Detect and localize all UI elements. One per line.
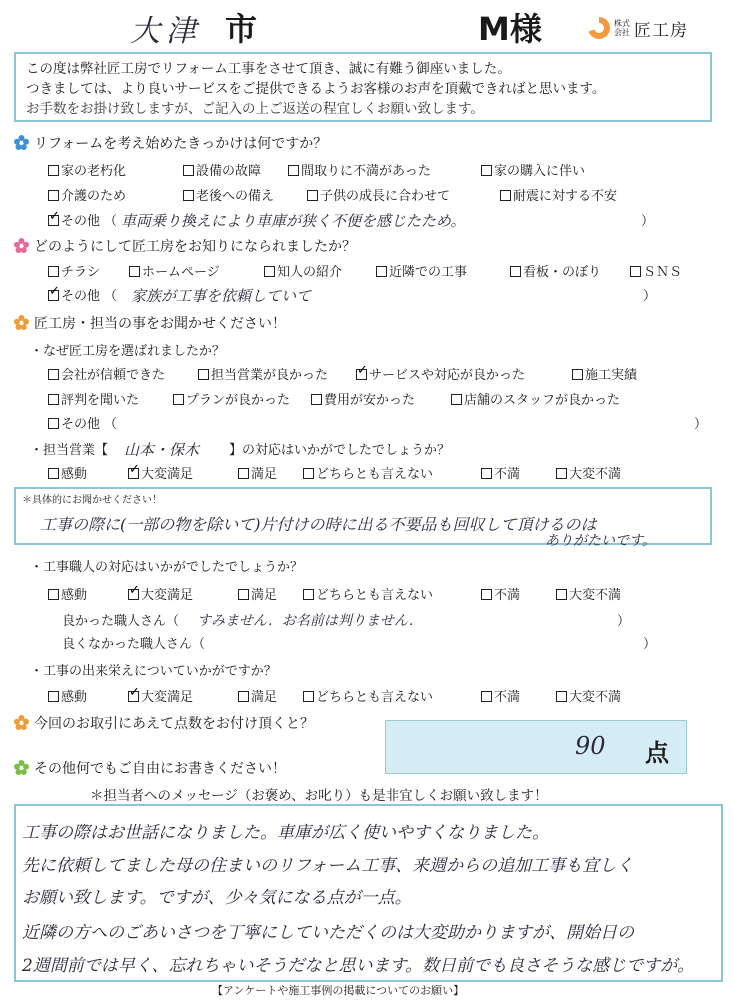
rating-option[interactable]: 不満 <box>481 463 556 482</box>
option[interactable]: 施工実績 <box>572 364 637 383</box>
q3-row2 <box>48 389 620 408</box>
rating-option[interactable]: 大変不満 <box>556 463 621 482</box>
checkbox[interactable] <box>48 468 59 479</box>
option[interactable]: 介護のため <box>48 185 183 204</box>
rating-option[interactable]: どちらとも言えない <box>303 463 481 482</box>
q2-other: ✓その他 （ 家族が工事を依頼していて ） <box>48 285 656 306</box>
checkbox[interactable] <box>48 691 59 702</box>
score-box <box>385 720 687 774</box>
customer-name: M様 <box>478 10 542 48</box>
option[interactable]: プランが良かった <box>173 389 311 408</box>
q1-row1 <box>48 160 585 179</box>
option[interactable]: チラシ <box>48 261 129 280</box>
checkbox[interactable] <box>303 468 314 479</box>
option[interactable]: 間取りに不満があった <box>288 160 481 179</box>
detail-line1: 工事の際に(一部の物を除いて)片付けの時に出る不要品も回収して頂けるのは <box>40 515 597 534</box>
checkbox[interactable] <box>48 165 59 176</box>
checkbox[interactable] <box>183 165 194 176</box>
checkbox-checked[interactable] <box>128 691 139 702</box>
q4-bad: 良くなかった職人さん（ ） <box>62 637 657 652</box>
score-unit: 点 <box>645 739 669 767</box>
checkbox[interactable] <box>183 190 194 201</box>
q7-subtitle: ＊担当者へのメッセージ（お褒め、お叱り）も是非宜しくお願い致します！ <box>90 788 548 804</box>
checkbox[interactable] <box>311 394 322 405</box>
option[interactable]: ホームページ <box>129 261 264 280</box>
option[interactable]: ✓ サービスや対応が良かった <box>356 364 572 383</box>
q2-other-text: 家族が工事を依頼していて <box>131 287 312 305</box>
rating-option[interactable]: ✓ 大変満足 <box>128 686 238 705</box>
q1-other: ✓その他 （ 車両乗り換えにより車庫が狭く不便を感じたため。 ） <box>48 210 654 231</box>
rating-option[interactable]: どちらとも言えない <box>303 584 481 603</box>
checkbox[interactable] <box>48 589 59 600</box>
flower-green-icon <box>14 760 29 775</box>
q3-sub2: ・担当営業【 山本・保木 】の対応はいかがでしたでしょうか？ <box>30 441 451 459</box>
message-line: 2週間前では早く、忘れちゃいそうだなと思います。数日前でも良さそうな感じですが。 <box>22 956 695 976</box>
detail-label: ＊具体的にお聞かせください！ <box>22 495 162 506</box>
checkbox[interactable] <box>303 589 314 600</box>
flower-blue-icon <box>14 135 29 150</box>
message-line: 工事の際はお世話になりました。車庫が広く使いやすくなりました。 <box>22 823 549 843</box>
rating-option[interactable]: 満足 <box>238 686 303 705</box>
message-line: 先に依頼してました母の住まいのリフォーム工事、来週からの追加工事も宜しく <box>22 856 634 876</box>
option[interactable]: 老後への備え <box>183 185 307 204</box>
checkbox[interactable] <box>303 691 314 702</box>
checkbox[interactable] <box>48 369 59 380</box>
q5-rating <box>48 686 621 705</box>
option[interactable]: 費用が安かった <box>311 389 451 408</box>
checkbox[interactable] <box>307 190 318 201</box>
rating-option[interactable]: 満足 <box>238 584 303 603</box>
checkbox-checked[interactable] <box>48 290 59 301</box>
rating-option[interactable]: 不満 <box>481 686 556 705</box>
rating-option[interactable]: 満足 <box>238 463 303 482</box>
q1-other-text: 車両乗り換えにより車庫が狭く不便を感じたため。 <box>121 212 466 230</box>
option[interactable]: ＳＮＳ <box>630 261 682 280</box>
q7-title: その他何でもご自由にお書きください！ <box>14 758 286 778</box>
option[interactable]: 子供の成長に合わせて <box>307 185 500 204</box>
checkbox-checked[interactable] <box>48 215 59 226</box>
option-other[interactable]: ✓その他 <box>48 285 100 306</box>
q1-title: リフォームを考え始めたきっかけは何ですか？ <box>14 133 327 153</box>
checkbox[interactable] <box>288 165 299 176</box>
checkbox[interactable] <box>481 165 492 176</box>
checkbox[interactable] <box>173 394 184 405</box>
q3-rating <box>48 463 621 482</box>
city-name: 大津 <box>130 14 202 49</box>
checkbox[interactable] <box>198 369 209 380</box>
checkbox[interactable] <box>451 394 462 405</box>
q4-rating <box>48 584 621 603</box>
q3-title: 匠工房・担当の事をお聞かせください！ <box>14 313 286 333</box>
rating-option[interactable]: ✓ 大変満足 <box>128 584 238 603</box>
option[interactable]: 評判を聞いた <box>48 389 173 408</box>
checkbox[interactable] <box>129 266 140 277</box>
option[interactable]: 会社が信頼できた <box>48 364 198 383</box>
checkbox[interactable] <box>481 691 492 702</box>
intro-line: つきましては、より良いサービスをご提供できるようお客様のお声を頂戴できればと思います。 <box>26 81 606 97</box>
option[interactable]: 家の購入に伴い <box>481 160 585 179</box>
rating-option[interactable]: 大変不満 <box>556 686 621 705</box>
checkbox-checked[interactable] <box>128 589 139 600</box>
option[interactable]: 店舗のスタッフが良かった <box>451 389 620 408</box>
message-line: 近隣の方へのごあいさつを丁寧にしていただくのは大変助かりますが、開始日の <box>22 923 634 943</box>
option[interactable]: 家の老朽化 <box>48 160 183 179</box>
intro-line: お手数をお掛け致しますが、ご記入の上ご返送の程宜しくお願い致します。 <box>26 101 484 117</box>
rating-option[interactable]: 大変不満 <box>556 584 621 603</box>
score-value: 90 <box>575 732 606 760</box>
intro-box <box>14 52 712 122</box>
option[interactable]: 担当営業が良かった <box>198 364 356 383</box>
rating-option[interactable]: どちらとも言えない <box>303 686 481 705</box>
checkbox[interactable] <box>238 589 249 600</box>
checkbox-checked[interactable] <box>356 369 367 380</box>
checkbox[interactable] <box>572 369 583 380</box>
q1-row2 <box>48 185 617 204</box>
rating-option[interactable]: ✓ 大変満足 <box>128 463 238 482</box>
option[interactable]: 近隣での工事 <box>376 261 510 280</box>
checkbox[interactable] <box>556 589 567 600</box>
q2-row1 <box>48 261 682 280</box>
checkbox[interactable] <box>264 266 275 277</box>
q5-title: ・工事の出来栄えについていかがですか？ <box>30 664 277 679</box>
checkbox[interactable] <box>630 266 641 277</box>
company-logo <box>588 12 723 44</box>
checkbox[interactable] <box>556 691 567 702</box>
checkbox[interactable] <box>500 190 511 201</box>
option-other[interactable]: その他 <box>48 413 100 432</box>
q4-title: ・工事職人の対応はいかがでしたでしょうか？ <box>30 560 304 575</box>
option[interactable]: 知人の紹介 <box>264 261 376 280</box>
checkbox[interactable] <box>48 418 59 429</box>
checkbox[interactable] <box>481 589 492 600</box>
sales-name: 山本・保木 <box>124 441 200 459</box>
checkbox[interactable] <box>481 468 492 479</box>
q3-sub1: ・なぜ匠工房を選ばれましたか？ <box>30 344 226 359</box>
checkbox[interactable] <box>238 691 249 702</box>
rating-option[interactable]: 感動 <box>48 584 128 603</box>
flower-orange-icon <box>14 315 29 330</box>
option[interactable]: 看板・のぼり <box>510 261 630 280</box>
rating-option[interactable]: 感動 <box>48 686 128 705</box>
intro-line: この度は弊社匠工房でリフォーム工事をさせて頂き、誠に有難う御座いました。 <box>26 61 511 77</box>
q3-other: その他 （ ） <box>48 413 707 432</box>
q4-good: 良かった職人さん（ すみません．お名前は判りません． ） <box>62 610 630 630</box>
flower-orange-icon <box>14 715 29 730</box>
option-other[interactable]: ✓その他 <box>48 210 100 231</box>
message-line: お願い致します。ですが、少々気になる点が一点。 <box>22 888 412 908</box>
checkbox[interactable] <box>556 468 567 479</box>
q3-row1 <box>48 364 637 383</box>
detail-line2: ありがたいです。 <box>545 533 656 549</box>
checkbox[interactable] <box>510 266 521 277</box>
checkbox[interactable] <box>48 394 59 405</box>
checkbox[interactable] <box>48 266 59 277</box>
good-worker-text: すみません．お名前は判りません． <box>197 613 423 629</box>
option[interactable]: 耐震に対する不安 <box>500 185 617 204</box>
logo-mark-icon <box>588 17 610 39</box>
logo-name: 匠工房 <box>634 20 688 41</box>
footer-note: 【アンケートや施工事例の掲載についてのお願い】 <box>212 984 465 997</box>
checkbox[interactable] <box>48 190 59 201</box>
rating-option[interactable]: 感動 <box>48 463 128 482</box>
option[interactable]: 設備の故障 <box>183 160 288 179</box>
city-suffix: 市 <box>225 10 258 48</box>
q2-title: どのようにして匠工房をお知りになられましたか？ <box>14 236 356 256</box>
checkbox[interactable] <box>376 266 387 277</box>
q6-title: 今回のお取引にあえて点数をお付け頂くと？ <box>14 713 314 733</box>
rating-option[interactable]: 不満 <box>481 584 556 603</box>
checkbox[interactable] <box>238 468 249 479</box>
checkbox-checked[interactable] <box>128 468 139 479</box>
logo-kaisha: 株式会社 <box>614 19 630 37</box>
flower-pink-icon <box>14 238 29 253</box>
